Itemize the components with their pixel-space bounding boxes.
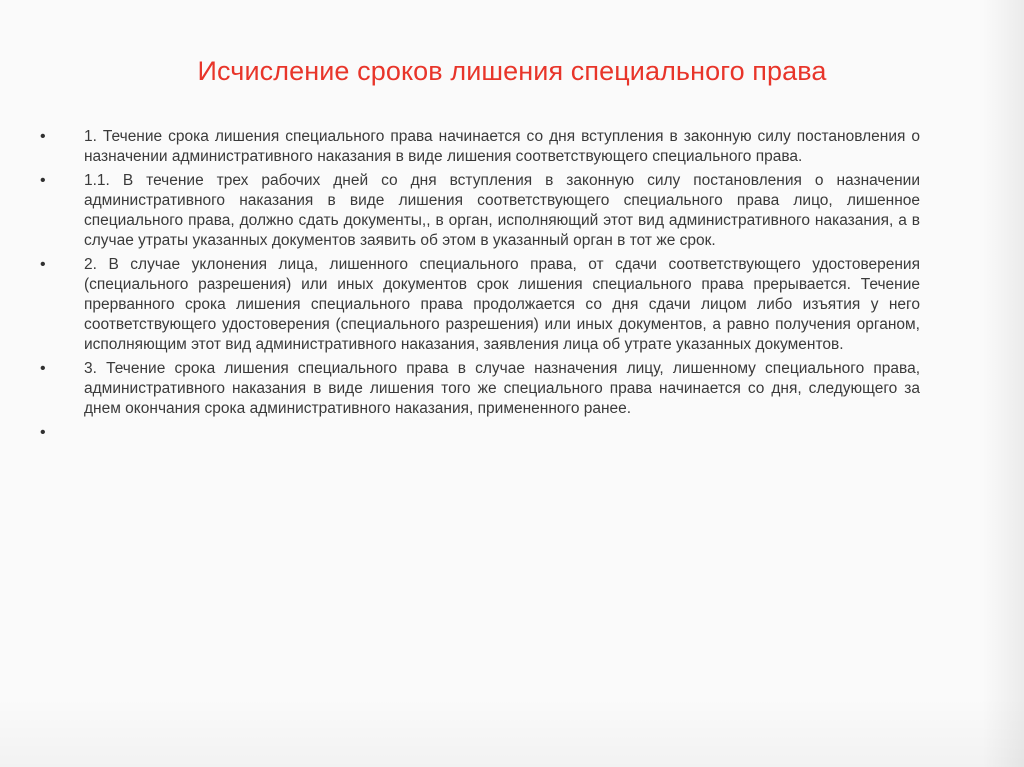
bullet-dot-icon: • — [40, 424, 46, 441]
bullet-item — [40, 359, 920, 419]
bullet-item — [40, 255, 920, 355]
bullet-list — [40, 127, 920, 447]
bullet-item — [40, 127, 920, 167]
bullet-text: 3. Течение срока лишения специального права в случае назначения лицу, лишенному специального права, административного наказания в виде лишения того же специального права начинается со дня, следующего за днем окончания срока административного наказания, примененного ранее. — [84, 360, 920, 417]
bullet-text: 2. В случае уклонения лица, лишенного специального права, от сдачи соответствующего удостоверения (специального разрешения) или иных документов срок лишения специального права прерывается. Течение прерванного срока лишения специального права продолжается со дня сдачи лицом либо изъятия у него соответствующего удостоверения (специального разрешения) или иных документов, а равно получения органом, исполняющим этот вид административного наказания, заявления лица об утрате указанных документов. — [84, 256, 920, 353]
bullet-text: 1.1. В течение трех рабочих дней со дня вступления в законную силу постановления о назначении административного наказания в виде лишения соответствующего специального права лицо, лишенное специального права, должно сдать документы,, в орган, исполняющий этот вид административного наказания, а в случае утраты указанных документов заявить об этом в указанный орган в тот же срок. — [84, 172, 920, 249]
bullet-dot-icon: • — [40, 360, 46, 377]
bullet-dot-icon: • — [40, 128, 46, 145]
bullet-item-empty — [40, 423, 920, 443]
bullet-text: 1. Течение срока лишения специального права начинается со дня вступления в законную силу постановления о назначении административного наказания в виде лишения соответствующего специального права. — [84, 128, 920, 165]
bullet-item — [40, 171, 920, 251]
slide-edge-shadow-bottom — [0, 697, 1024, 767]
bullet-dot-icon: • — [40, 256, 46, 273]
slide-edge-shadow-right — [982, 0, 1024, 767]
slide-title: Исчисление сроков лишения специального права — [197, 56, 827, 86]
bullet-dot-icon: • — [40, 172, 46, 189]
